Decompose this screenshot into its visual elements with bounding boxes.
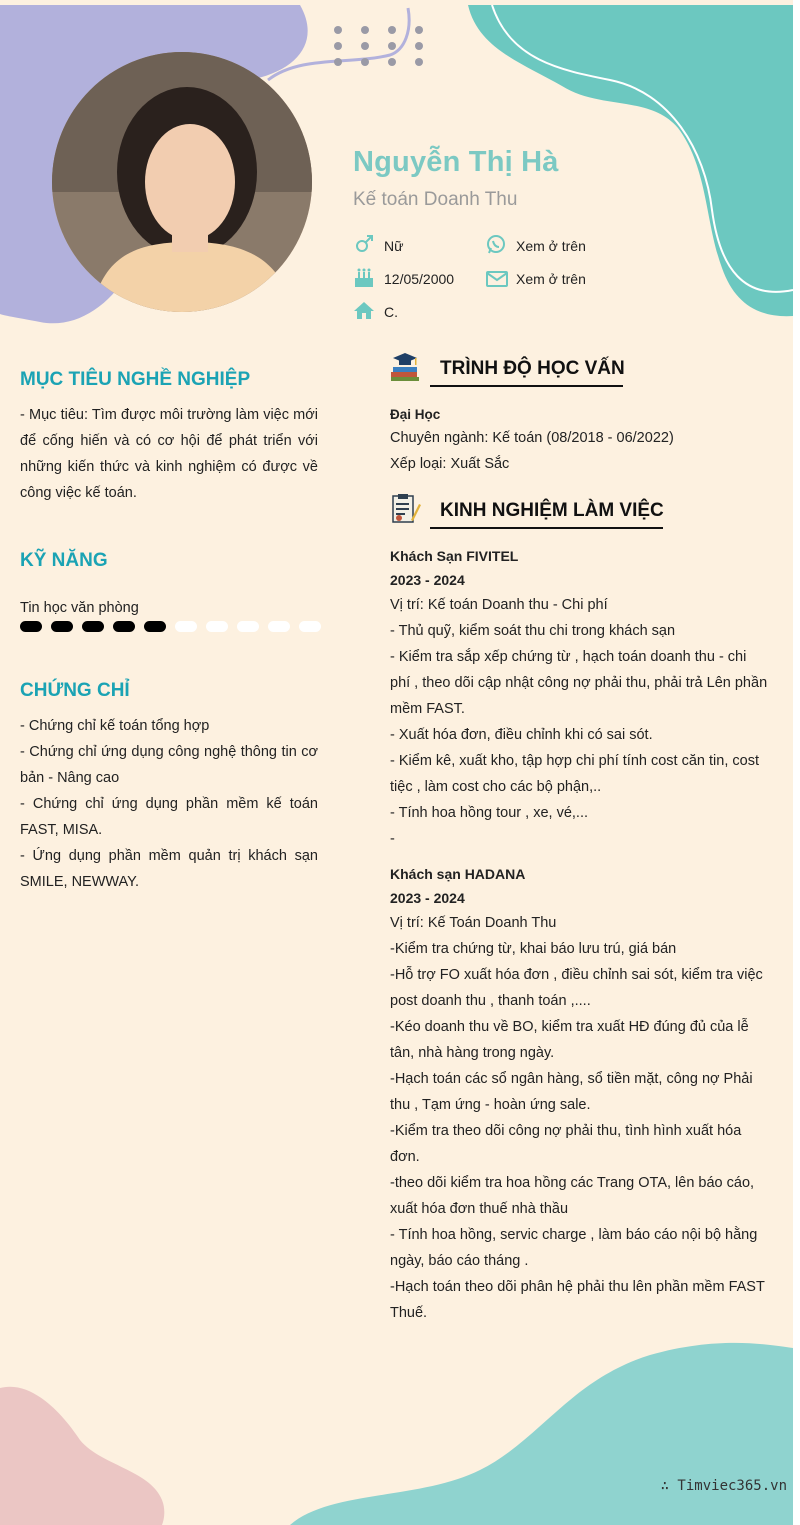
experience-heading-underline xyxy=(430,527,663,529)
skill-level-dot xyxy=(51,621,73,632)
skill-level-dot xyxy=(144,621,166,632)
birthday-value: 12/05/2000 xyxy=(384,271,455,287)
education-school: Đại Học xyxy=(390,407,441,422)
certificates-list xyxy=(20,713,318,895)
job-detail: -Kiểm tra theo dõi công nợ phải thu, tình hình xuất hóa đơn. xyxy=(390,1123,742,1165)
job-detail: -Hạch toán các sổ ngân hàng, sổ tiền mặt, công nợ Phải thu , Tạm ứng - hoàn ứng sale. xyxy=(390,1071,753,1113)
job-company: Khách Sạn FIVITEL xyxy=(390,548,519,564)
job-period: 2023 - 2024 xyxy=(390,572,465,588)
certificate-item: - Ứng dụng phần mềm quản trị khách sạn SMILE, NEWWAY. xyxy=(20,848,318,890)
certificate-item: - Chứng chỉ kế toán tổng hợp xyxy=(20,718,210,734)
skill-level-dot xyxy=(268,621,290,632)
skill-name: Tin học văn phòng xyxy=(20,600,139,616)
avatar-photo xyxy=(52,52,312,312)
phone-value: Xem ở trên xyxy=(516,238,586,254)
whatsapp-icon xyxy=(485,234,507,254)
dot-grid-decoration xyxy=(330,22,430,72)
job-detail: -Hạch toán theo dõi phân hệ phải thu lên phần mềm FAST Thuế. xyxy=(390,1279,765,1321)
avatar xyxy=(52,52,312,312)
home-icon xyxy=(353,301,375,321)
job-detail: - Tính hoa hồng, servic charge , làm báo cáo nội bộ hằng ngày, báo cáo tháng . xyxy=(390,1227,758,1269)
objective-text: - Mục tiêu: Tìm được môi trường làm việc mới để cống hiến và có cơ hội để phát triển với những kiến thức và kinh nghiệm có được về công việc kế toán. xyxy=(20,407,318,501)
job-period: 2023 - 2024 xyxy=(390,890,465,906)
skill-level-dot xyxy=(82,621,104,632)
email-icon xyxy=(486,269,508,289)
job-detail: - xyxy=(390,831,395,847)
job-position: Vị trí: Kế Toán Doanh Thu xyxy=(390,915,557,931)
skill-level-bar xyxy=(20,621,320,633)
education-grade: Xếp loại: Xuất Sắc xyxy=(390,456,510,472)
experience-job-2 xyxy=(390,861,770,1326)
experience-heading: KINH NGHIỆM LÀM VIỆC xyxy=(440,500,664,521)
job-title: Kế toán Doanh Thu xyxy=(353,189,518,210)
job-position: Vị trí: Kế toán Doanh thu - Chi phí xyxy=(390,597,608,613)
job-detail: -Kiểm tra chứng từ, khai báo lưu trú, giá bán xyxy=(390,941,677,957)
job-company: Khách sạn HADANA xyxy=(390,866,526,882)
skill-level-dot xyxy=(237,621,259,632)
watermark: ∴ Timviec365.vn xyxy=(660,1478,787,1494)
job-detail: - Tính hoa hồng tour , xe, vé,... xyxy=(390,805,589,821)
job-detail: -Kéo doanh thu về BO, kiểm tra xuất HĐ đúng đủ của lễ tân, nhà hàng trong ngày. xyxy=(390,1019,749,1061)
address-value: C. xyxy=(384,304,398,320)
job-detail: - Xuất hóa đơn, điều chỉnh khi có sai sót. xyxy=(390,727,653,743)
job-detail: -Hỗ trợ FO xuất hóa đơn , điều chỉnh sai sót, kiểm tra việc post doanh thu , thanh toán ,.... xyxy=(390,967,763,1009)
skill-level-dot xyxy=(206,621,228,632)
job-detail: - Kiểm kê, xuất kho, tập hợp chi phí tính cost căn tin, cost tiệc , làm cost cho các bộ phận,.. xyxy=(390,753,759,795)
candidate-name: Nguyễn Thị Hà xyxy=(353,146,559,178)
education-heading-underline xyxy=(430,385,623,387)
skill-level-dot xyxy=(175,621,197,632)
objective-heading: MỤC TIÊU NGHỀ NGHIỆP xyxy=(20,369,251,390)
certificates-heading: CHỨNG CHỈ xyxy=(20,680,130,701)
birthday-cake-icon xyxy=(353,268,375,288)
job-detail: - Kiểm tra sắp xếp chứng từ , hạch toán doanh thu - chi phí , theo dõi cập nhật công nợ phải thu, phải trả Lên phần mềm FAST. xyxy=(390,649,768,717)
gender-value: Nữ xyxy=(384,238,404,254)
gender-icon xyxy=(353,235,375,255)
certificate-item: - Chứng chỉ ứng dụng công nghệ thông tin cơ bản - Nâng cao xyxy=(20,744,318,786)
experience-job-1 xyxy=(390,543,770,852)
skill-level-dot xyxy=(299,621,321,632)
skill-level-dot xyxy=(113,621,135,632)
skills-heading: KỸ NĂNG xyxy=(20,550,108,571)
education-major: Chuyên ngành: Kế toán (08/2018 - 06/2022) xyxy=(390,430,674,446)
resume-clipboard-icon xyxy=(389,492,421,524)
email-value: Xem ở trên xyxy=(516,271,586,287)
graduation-books-icon xyxy=(389,350,421,382)
job-detail: -theo dõi kiểm tra hoa hồng các Trang OTA, lên báo cáo, xuất hóa đơn thuế nhà thầu xyxy=(390,1175,755,1217)
education-heading: TRÌNH ĐỘ HỌC VẤN xyxy=(440,358,625,379)
certificate-item: - Chứng chỉ ứng dụng phần mềm kế toán FAST, MISA. xyxy=(20,796,318,838)
skill-level-dot xyxy=(20,621,42,632)
job-detail: - Thủ quỹ, kiểm soát thu chi trong khách sạn xyxy=(390,623,676,639)
